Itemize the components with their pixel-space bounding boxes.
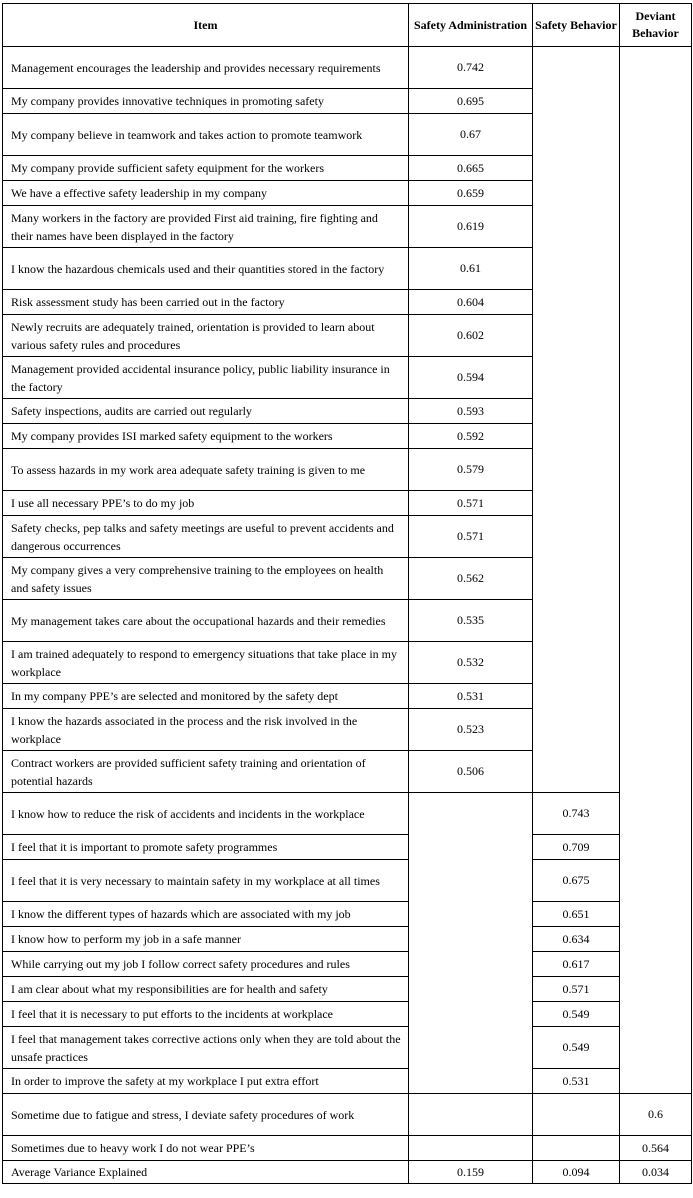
empty-cell — [409, 793, 533, 1094]
safety-administration-loading: 0.523 — [409, 709, 533, 751]
item-text: In my company PPE’s are selected and monitored by the safety dept — [3, 684, 409, 709]
item-text: I know the hazards associated in the process and the risk involved in the workplace — [3, 709, 409, 751]
item-text: I am clear about what my responsibilities are for health and safety — [3, 977, 409, 1002]
item-text: My company gives a very comprehensive training to the employees on health and safety issues — [3, 558, 409, 600]
item-text: Many workers in the factory are provided First aid training, fire fighting and their names have been displayed in the factory — [3, 206, 409, 248]
empty-cell — [533, 1094, 620, 1136]
safety-administration-loading: 0.602 — [409, 315, 533, 357]
safety-administration-loading: 0.695 — [409, 89, 533, 114]
safety-administration-loading: 0.61 — [409, 248, 533, 290]
item-text: I use all necessary PPE’s to do my job — [3, 491, 409, 516]
item-text: I feel that management takes corrective actions only when they are told about the unsafe practices — [3, 1027, 409, 1069]
safety-administration-loading: 0.531 — [409, 684, 533, 709]
safety-administration-loading: 0.506 — [409, 751, 533, 793]
factor-loadings-table — [2, 3, 692, 1184]
item-text: Newly recruits are adequately trained, orientation is provided to learn about various safety rules and procedures — [3, 315, 409, 357]
safety-behavior-loading: 0.617 — [533, 952, 620, 977]
safety-behavior-loading: 0.743 — [533, 793, 620, 835]
item-text: Contract workers are provided sufficient safety training and orientation of potential hazards — [3, 751, 409, 793]
safety-administration-loading: 0.532 — [409, 642, 533, 684]
empty-cell — [533, 1136, 620, 1161]
table-row — [3, 1069, 692, 1094]
table-row — [3, 977, 692, 1002]
item-text: Management encourages the leadership and provides necessary requirements — [3, 47, 409, 89]
safety-behavior-loading: 0.571 — [533, 977, 620, 1002]
item-text: My company provides innovative techniques in promoting safety — [3, 89, 409, 114]
table-row — [3, 793, 692, 835]
safety-administration-loading: 0.619 — [409, 206, 533, 248]
item-text: Sometimes due to heavy work I do not wear PPE’s — [3, 1136, 409, 1161]
safety-administration-loading: 0.665 — [409, 156, 533, 181]
safety-administration-loading: 0.579 — [409, 449, 533, 491]
item-text: Safety checks, pep talks and safety meetings are useful to prevent accidents and dangerous occurrences — [3, 516, 409, 558]
item-text: I know the different types of hazards which are associated with my job — [3, 902, 409, 927]
item-text: I am trained adequately to respond to emergency situations that take place in my workplace — [3, 642, 409, 684]
safety-administration-loading: 0.562 — [409, 558, 533, 600]
average-variance-row — [3, 1161, 692, 1184]
item-text: Safety inspections, audits are carried out regularly — [3, 399, 409, 424]
empty-cell — [409, 1094, 533, 1136]
table-row — [3, 902, 692, 927]
safety-behavior-loading: 0.651 — [533, 902, 620, 927]
empty-cell — [409, 1136, 533, 1161]
table-row — [3, 47, 692, 89]
safety-administration-loading: 0.594 — [409, 357, 533, 399]
item-text: I feel that it is necessary to put efforts to the incidents at workplace — [3, 1002, 409, 1027]
safety-administration-loading: 0.593 — [409, 399, 533, 424]
table-row — [3, 860, 692, 902]
empty-cell — [533, 47, 620, 793]
item-text: My company provides ISI marked safety equipment to the workers — [3, 424, 409, 449]
item-text: Sometime due to fatigue and stress, I deviate safety procedures of work — [3, 1094, 409, 1136]
item-text: My company believe in teamwork and takes action to promote teamwork — [3, 114, 409, 156]
header-deviant-behavior: Deviant Behavior — [620, 4, 692, 47]
item-text: My management takes care about the occupational hazards and their remedies — [3, 600, 409, 642]
item-text: In order to improve the safety at my workplace I put extra effort — [3, 1069, 409, 1094]
header-row — [3, 4, 692, 47]
deviant-behavior-loading: 0.564 — [620, 1136, 692, 1161]
empty-cell — [620, 47, 692, 1094]
safety-administration-loading: 0.604 — [409, 290, 533, 315]
average-variance-safety-behavior: 0.094 — [533, 1161, 620, 1184]
table-row — [3, 952, 692, 977]
header-safety-behavior: Safety Behavior — [533, 4, 620, 47]
item-text: I know how to reduce the risk of accidents and incidents in the workplace — [3, 793, 409, 835]
deviant-behavior-loading: 0.6 — [620, 1094, 692, 1136]
safety-behavior-loading: 0.634 — [533, 927, 620, 952]
header-safety-administration: Safety Administration — [409, 4, 533, 47]
header-item: Item — [3, 4, 409, 47]
item-text: Risk assessment study has been carried out in the factory — [3, 290, 409, 315]
safety-administration-loading: 0.592 — [409, 424, 533, 449]
safety-behavior-loading: 0.549 — [533, 1027, 620, 1069]
average-variance-label: Average Variance Explained — [3, 1161, 409, 1184]
item-text: My company provide sufficient safety equipment for the workers — [3, 156, 409, 181]
item-text: We have a effective safety leadership in my company — [3, 181, 409, 206]
table-row — [3, 1094, 692, 1136]
safety-administration-loading: 0.535 — [409, 600, 533, 642]
item-text: I feel that it is very necessary to maintain safety in my workplace at all times — [3, 860, 409, 902]
item-text: I know the hazardous chemicals used and their quantities stored in the factory — [3, 248, 409, 290]
safety-behavior-loading: 0.675 — [533, 860, 620, 902]
item-text: I know how to perform my job in a safe manner — [3, 927, 409, 952]
item-text: Management provided accidental insurance policy, public liability insurance in the factory — [3, 357, 409, 399]
table-row — [3, 1027, 692, 1069]
table-body — [3, 47, 692, 1184]
safety-administration-loading: 0.571 — [409, 516, 533, 558]
safety-behavior-loading: 0.709 — [533, 835, 620, 860]
safety-administration-loading: 0.742 — [409, 47, 533, 89]
table-row — [3, 1136, 692, 1161]
safety-behavior-loading: 0.549 — [533, 1002, 620, 1027]
table-row — [3, 1002, 692, 1027]
safety-administration-loading: 0.571 — [409, 491, 533, 516]
safety-administration-loading: 0.67 — [409, 114, 533, 156]
average-variance-safety-administration: 0.159 — [409, 1161, 533, 1184]
item-text: To assess hazards in my work area adequate safety training is given to me — [3, 449, 409, 491]
table-row — [3, 835, 692, 860]
item-text: I feel that it is important to promote safety programmes — [3, 835, 409, 860]
safety-administration-loading: 0.659 — [409, 181, 533, 206]
item-text: While carrying out my job I follow correct safety procedures and rules — [3, 952, 409, 977]
table-row — [3, 927, 692, 952]
safety-behavior-loading: 0.531 — [533, 1069, 620, 1094]
average-variance-deviant-behavior: 0.034 — [620, 1161, 692, 1184]
